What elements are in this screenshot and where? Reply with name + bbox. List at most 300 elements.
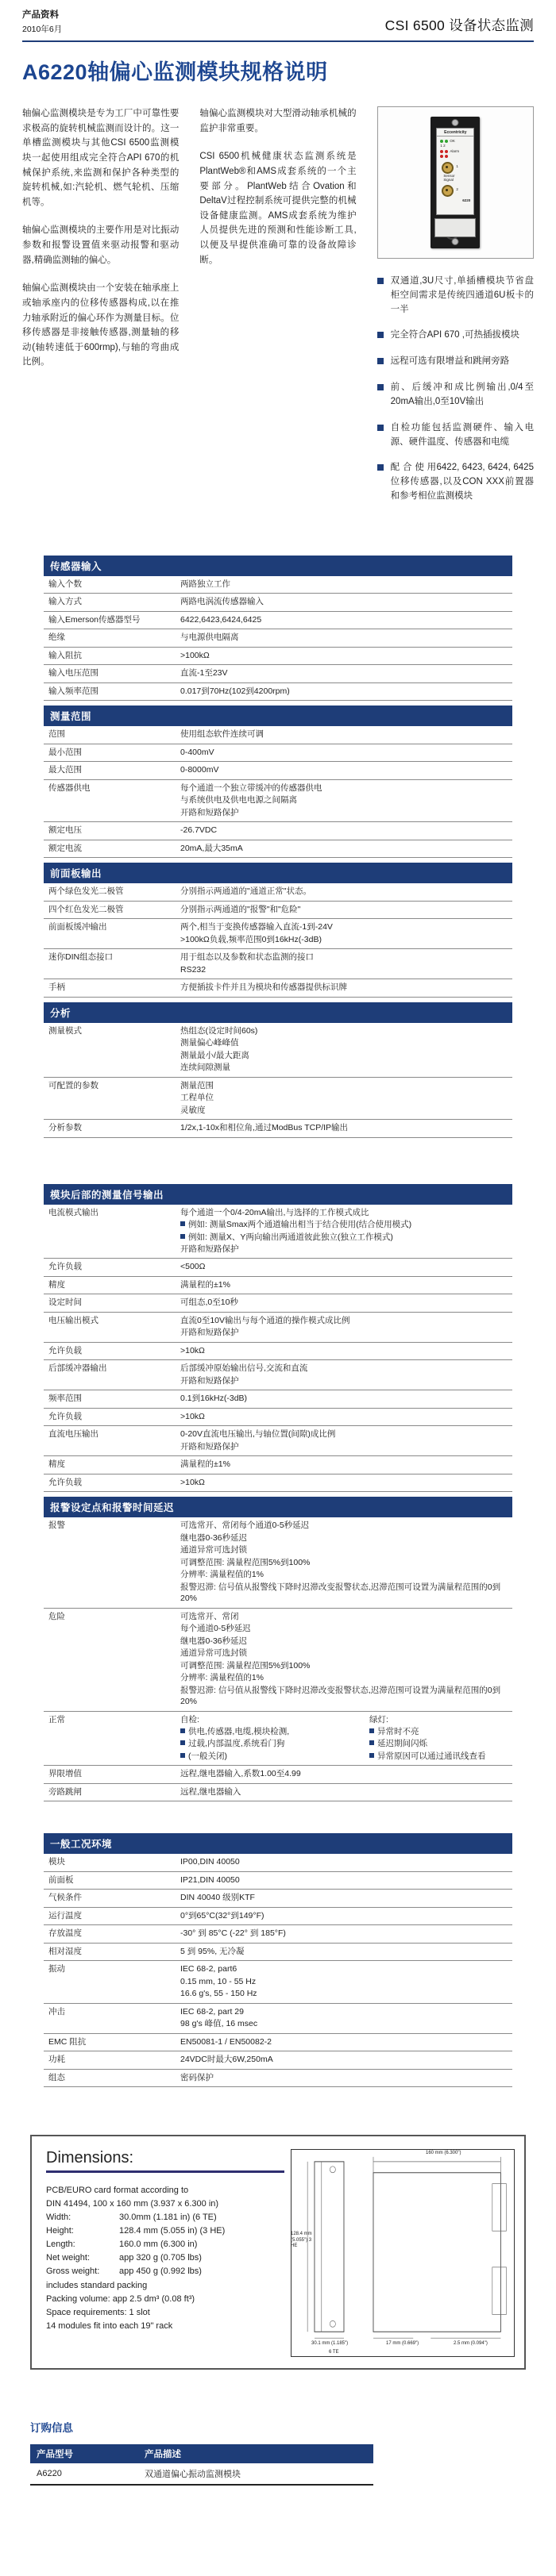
spec-label: 运行温度 xyxy=(48,1910,82,1920)
intro-column-3 xyxy=(377,106,534,516)
spec-value xyxy=(180,982,512,994)
spec-value-line: 开路和短路保护 xyxy=(180,807,239,817)
spec-value-line: 满量程的±1% xyxy=(180,1459,230,1470)
spec-label: 最大范围 xyxy=(48,765,82,775)
sensor-word: Sensor xyxy=(443,173,455,178)
spec-label: 输入个数 xyxy=(48,579,82,589)
spec-row xyxy=(44,1961,512,2003)
spec-section xyxy=(44,556,512,701)
spec-value-line: 每个通道一个0/4-20mA输出,与选择的工作模式成比 xyxy=(180,1207,369,1217)
spec-row xyxy=(44,762,512,779)
intro-section xyxy=(22,106,534,551)
spec-section xyxy=(44,1833,512,2087)
dimensions-text-line: Space requirements: 1 slot xyxy=(46,2307,150,2317)
feature-item: 完全符合API 670 ,可热插拔模块 xyxy=(377,329,534,343)
section-header-bar: 传感器输入 xyxy=(44,556,512,576)
spec-value-line: 6422,6423,6424,6425 xyxy=(180,614,262,625)
spec-value-line: 异常时不亮 xyxy=(369,1726,512,1737)
section-header-bar: 分析 xyxy=(44,1002,512,1023)
dimensions-text-line xyxy=(46,2251,284,2265)
ordering-cell: A6220 xyxy=(30,2463,138,2485)
dimension-label: Net weight: xyxy=(46,2253,91,2263)
spec-value xyxy=(180,1315,512,1340)
spec-label: 传感器供电 xyxy=(48,782,91,793)
spec-value xyxy=(180,1207,512,1256)
bullet-square-icon xyxy=(377,358,384,364)
page-title: A6220轴偏心监测模块规格说明 xyxy=(22,60,328,84)
spec-value-line: 使用组态软件连续可调 xyxy=(180,729,264,740)
spec-value xyxy=(180,1297,512,1309)
spec-value-line: 可组态,0至10秒 xyxy=(180,1298,238,1308)
spec-value-line: 分辨率: 满量程值的1% xyxy=(180,1570,264,1580)
spec-value-line: >100kΩ负载,频率范围0到16kHz(-3dB) xyxy=(180,934,322,944)
ordering-cell: 双通道偏心振动监测模块 xyxy=(138,2463,373,2485)
bullet-square-icon xyxy=(180,1221,185,1226)
alarm-led-icon xyxy=(445,150,448,153)
dimension-value: 128.4 mm (5.055 in) (3 HE) xyxy=(119,2226,226,2236)
spec-value-line: 报警迟滞: 信号值从报警线下降时迟滞改变报警状态,迟滞范围可设置为满量程范围的0到20% xyxy=(180,1582,501,1604)
alarm-led-icon xyxy=(440,155,443,158)
spec-value-line: 分辨率: 满量程值的1% xyxy=(180,1673,264,1683)
spec-value xyxy=(180,1928,512,1940)
spec-label: 迷你DIN组态接口 xyxy=(48,952,114,963)
alarm-led-icon xyxy=(445,155,448,158)
spec-value-line: 可调整范围: 满量程范围5%到100% xyxy=(180,1557,311,1567)
spec-value-line: 直流-1至23V xyxy=(180,668,228,679)
spec-row xyxy=(44,1474,512,1492)
module-type-label: Eccentricity xyxy=(437,130,473,136)
spec-row xyxy=(44,1890,512,1907)
spec-row xyxy=(44,629,512,647)
dimensions-text-line: Packing volume: app 2.5 dm³ (0.08 ft³) xyxy=(46,2293,195,2304)
dimensions-text-line: PCB/EURO card format according to xyxy=(46,2186,189,2196)
spec-row xyxy=(44,883,512,901)
screw-icon xyxy=(452,238,459,245)
feature-item: 配 合 使 用6422, 6423, 6424, 6425位移传感器,以及CON XXX前置器和参考相位监测模块 xyxy=(377,461,534,503)
spec-value xyxy=(180,1910,512,1922)
spec-value xyxy=(180,843,512,855)
spec-row xyxy=(44,665,512,682)
spec-label: 额定电压 xyxy=(48,825,82,836)
dim-label-height: 128.4 mm (5.055") 3 HE xyxy=(291,2232,312,2249)
spec-value-line: EN50081-1 / EN50082-2 xyxy=(180,2036,272,2047)
spec-value xyxy=(180,1520,512,1605)
ordering-column-header: 产品描述 xyxy=(138,2444,373,2463)
spec-row xyxy=(44,1944,512,1961)
spec-row xyxy=(44,2034,512,2051)
bnc-connector-icon xyxy=(442,162,454,174)
spec-label: 精度 xyxy=(48,1279,65,1290)
spec-label: 前面板缓冲输出 xyxy=(48,922,107,932)
spec-row xyxy=(44,1766,512,1783)
spec-row xyxy=(44,1078,512,1120)
spec-value-column xyxy=(369,1714,512,1763)
section-header-bar: 前面板输出 xyxy=(44,863,512,883)
module-photo-frame xyxy=(377,106,534,259)
spec-value-line: (一般关闭) xyxy=(180,1751,369,1762)
intro-column-2 xyxy=(199,106,356,281)
spec-value xyxy=(180,1025,512,1075)
feature-item: 自检功能包括监测硬件、输入电源、硬件温度、传感器和电缆 xyxy=(377,421,534,450)
spec-value xyxy=(180,1080,512,1117)
spec-value xyxy=(180,1892,512,1904)
spec-value xyxy=(180,686,512,698)
spec-value-line: DIN 40040 级别KTF xyxy=(180,1893,255,1903)
spec-row xyxy=(44,1390,512,1408)
spec-row xyxy=(44,902,512,919)
ok-led-icon xyxy=(445,140,448,143)
spec-value xyxy=(180,1122,512,1134)
spec-value-line: 两个,相当于变换传感器输入直流-1到-24V xyxy=(180,922,333,932)
spec-label: 电压输出模式 xyxy=(48,1315,98,1325)
spec-row xyxy=(44,648,512,665)
feature-bullet-list xyxy=(377,275,534,504)
dim-label-te: 6 TE xyxy=(329,2350,339,2355)
intro-paragraph: 轴偏心监测模块对大型滑动轴承机械的监护非常重要。 xyxy=(199,109,357,133)
spec-row xyxy=(44,1023,512,1078)
spec-value-line: 继电器0-36秒延迟 xyxy=(180,1636,248,1646)
spec-value-line: 过载,内部温度,系统看门狗 xyxy=(180,1738,369,1749)
header-left xyxy=(22,8,62,35)
spec-label: 输入Emerson传感器型号 xyxy=(48,614,141,625)
spec-row xyxy=(44,1517,512,1608)
spec-value-line: 分别指示两通道的"通道正常"状态。 xyxy=(180,886,311,897)
spec-value xyxy=(180,1411,512,1423)
bullet-square-icon xyxy=(180,1753,185,1758)
module-label-panel xyxy=(436,128,474,215)
spec-value-line: 用于组态以及参数和状态监测的接口 xyxy=(180,952,314,963)
feature-item: 远程可选有限增益和跳闸旁路 xyxy=(377,355,534,369)
bnc-connector-icon xyxy=(442,185,454,197)
module-front-panel xyxy=(431,117,480,248)
spec-value xyxy=(180,614,512,626)
spec-label: 振动 xyxy=(48,1964,65,1974)
ordering-row xyxy=(30,2463,373,2485)
ordering-table xyxy=(30,2444,373,2486)
spec-value xyxy=(180,650,512,662)
spec-value-line: 可选常开、常闭每个通道0-5秒延迟 xyxy=(180,1521,310,1531)
ordering-body xyxy=(30,2463,373,2485)
spec-value-line: 每个通道一个独立带缓冲的传感器供电 xyxy=(180,782,322,793)
spec-label: 气候条件 xyxy=(48,1893,82,1903)
spec-value-line: 远程,继电器输入 xyxy=(180,1786,241,1797)
spec-value xyxy=(180,2072,512,2084)
spec-row xyxy=(44,726,512,744)
spec-row xyxy=(44,2051,512,2069)
spec-value-line: 方便插拔卡件并且为模块和传感器提供标识牌 xyxy=(180,982,347,993)
spec-row xyxy=(44,1409,512,1426)
spec-row xyxy=(44,949,512,979)
spec-value xyxy=(180,747,512,759)
spec-value-line: 灵敏度 xyxy=(180,1105,206,1115)
spec-value-line: 24VDC时最大6W,250mA xyxy=(180,2055,273,2065)
bullet-square-icon xyxy=(180,1740,185,1745)
spec-value-line: 两路电涡流传感器输入 xyxy=(180,597,264,607)
spec-label: 范围 xyxy=(48,729,65,740)
spec-value xyxy=(180,1856,512,1868)
bullet-square-icon xyxy=(369,1728,374,1733)
spec-row xyxy=(44,1360,512,1390)
intro-paragraph: CSI 6500机械健康状态监测系统是PlantWeb®和AMS成套系统的一个主要部分。PlantWeb结合Ovation和DeltaV过程控制系统可提供完整的机械设备健康监测。AMS成套系统为维护人员提供先进的预测和性能诊断工具,以便及早提供准确可靠的设备故障诊断。 xyxy=(199,152,357,265)
spec-value xyxy=(180,1428,512,1453)
spec-value-line: IP00,DIN 40050 xyxy=(180,1857,240,1867)
spec-row xyxy=(44,1784,512,1801)
bullet-square-icon xyxy=(369,1753,374,1758)
spec-label: 两个绿色发光二极管 xyxy=(48,886,124,897)
spec-row xyxy=(44,1205,512,1259)
spec-row xyxy=(44,822,512,840)
ordering-column-header: 产品型号 xyxy=(30,2444,138,2463)
dimensions-text xyxy=(46,2149,284,2357)
dimensions-text-line xyxy=(46,2224,284,2238)
spec-value-line: 异常原因可以通过通讯线查看 xyxy=(369,1751,512,1762)
spec-value-line: 报警迟滞: 信号值从报警线下降时迟滞改变报警状态,迟滞范围可设置为满量程范围的0到20% xyxy=(180,1685,501,1707)
spec-value-line: RS232 xyxy=(180,964,207,975)
spec-value-line: -26.7VDC xyxy=(180,825,218,836)
spec-label: 相对湿度 xyxy=(48,1946,82,1956)
spec-label: 绝缘 xyxy=(48,632,65,643)
spec-row xyxy=(44,1277,512,1294)
spec-value xyxy=(180,2006,512,2031)
spec-row xyxy=(44,2004,512,2034)
spec-label: 手柄 xyxy=(48,982,65,993)
spec-value-line: 供电,传感器,电缆,模块检测, xyxy=(180,1726,369,1737)
dimension-value: 30.0mm (1.181 in) (6 TE) xyxy=(119,2213,217,2223)
spec-value xyxy=(180,1279,512,1291)
spec-value xyxy=(180,1768,512,1780)
spec-value-column xyxy=(180,1714,369,1763)
spec-value-line: 延迟期间闪烁 xyxy=(369,1738,512,1749)
drawing-border xyxy=(291,2149,515,2357)
dimension-label: Length: xyxy=(46,2240,75,2250)
spec-value-line: 密码保护 xyxy=(180,2072,214,2082)
spec-value-line: 0.15 mm, 10 - 55 Hz xyxy=(180,1976,257,1986)
spec-label: 功耗 xyxy=(48,2055,65,2065)
spec-section xyxy=(44,706,512,858)
channel-numbers: 1 2 xyxy=(440,144,446,148)
spec-value xyxy=(180,1363,512,1387)
doc-date: 2010年6月 xyxy=(22,25,63,34)
spec-value-line: 16.6 g's, 55 - 150 Hz xyxy=(180,1989,257,1999)
spec-label: 分析参数 xyxy=(48,1123,82,1133)
spec-value-line: 热组态(设定时间60s) xyxy=(180,1025,258,1036)
spec-label: 允许负载 xyxy=(48,1477,82,1487)
spec-value-line: >100kΩ xyxy=(180,650,210,660)
spec-value-line: 与电源供电隔离 xyxy=(180,632,239,643)
spec-row xyxy=(44,1854,512,1871)
spec-value xyxy=(180,764,512,776)
spec-row xyxy=(44,683,512,701)
dim-label-17mm: 17 mm (0.669") xyxy=(386,2341,419,2347)
spec-value-line: 可调整范围: 满量程范围5%到100% xyxy=(180,1660,311,1671)
ordering-section xyxy=(30,2419,526,2486)
spec-value-line: IEC 68-2, part6 xyxy=(180,1964,237,1974)
spec-row xyxy=(44,1426,512,1456)
spec-value-line: >10kΩ xyxy=(180,1411,205,1421)
spec-value xyxy=(180,1459,512,1471)
spec-value-line: 测量范围 xyxy=(180,1080,214,1090)
spec-row xyxy=(44,1872,512,1890)
bullet-square-icon xyxy=(369,1740,374,1745)
spec-value xyxy=(180,1345,512,1357)
spec-value xyxy=(180,1611,512,1709)
ok-label: OK xyxy=(450,139,455,143)
spec-label: 允许负载 xyxy=(48,1262,82,1272)
spec-row xyxy=(44,1120,512,1137)
spec-value-line: 与系统供电及供电电源之间隔离 xyxy=(180,795,297,805)
spec-value-line: IP21,DIN 40050 xyxy=(180,1874,240,1885)
page-header xyxy=(22,8,534,35)
spec-value-line: 20mA,最大35mA xyxy=(180,843,243,853)
section-header-bar: 测量范围 xyxy=(44,706,512,726)
spec-row xyxy=(44,1343,512,1360)
spec-row xyxy=(44,1456,512,1474)
dim-label-length: 160 mm (6.300") xyxy=(426,2151,461,2156)
dimensions-lines xyxy=(46,2184,284,2333)
spec-value-line: 直流0至10V输出与每个通道的操作模式成比例 xyxy=(180,1315,350,1325)
status-leds xyxy=(440,139,473,159)
spec-value-line: -30° 到 85°C (-22° 到 185°F) xyxy=(180,1928,286,1939)
spec-value-line: 98 g's 峰值, 16 msec xyxy=(180,2019,258,2029)
screw-icon xyxy=(452,119,459,126)
ordering-heading: 订购信息 xyxy=(30,2422,73,2435)
spec-label: 允许负载 xyxy=(48,1345,82,1355)
spec-value xyxy=(180,904,512,916)
sensor-connector-2-row xyxy=(437,182,473,197)
dim-label-2-5mm: 2.5 mm (0.094") xyxy=(454,2341,488,2347)
spec-value-line: >10kΩ xyxy=(180,1345,205,1355)
spec-label: 输入阻抗 xyxy=(48,650,82,660)
spec-row xyxy=(44,1712,512,1767)
dimension-value: app 450 g (0.992 lbs) xyxy=(119,2266,202,2277)
spec-row xyxy=(44,744,512,762)
dimensions-text-line: 14 modules fit into each 19" rack xyxy=(46,2320,173,2331)
spec-tables xyxy=(44,556,512,2087)
spec-value-line: 0°到65°C(32°到149°F) xyxy=(180,1910,264,1920)
sensor-signal-label xyxy=(443,174,473,182)
product-line-title: CSI 6500 设备状态监测 xyxy=(384,17,534,33)
feature-item: 前、后缓冲和成比例输出,0/4至20mA输出,0至10V输出 xyxy=(377,381,534,409)
spec-value xyxy=(180,1946,512,1958)
spec-row xyxy=(44,1908,512,1925)
spec-value-line: 5 到 95%, 无冷凝 xyxy=(180,1946,245,1956)
spec-value-line: 继电器0-36秒延迟 xyxy=(180,1532,248,1543)
spec-value-line: <500Ω xyxy=(180,1262,206,1272)
section-header-bar: 报警设定点和报警时间延迟 xyxy=(44,1497,512,1517)
spec-label: 输入频率范围 xyxy=(48,686,98,696)
spec-value xyxy=(180,1963,512,2000)
spec-value-line: 0-20V直流电压输出,与轴位置(间隙)成比例 xyxy=(180,1429,336,1440)
spec-value-line: 开路和短路保护 xyxy=(180,1244,239,1254)
spec-value-line: 开路和短路保护 xyxy=(180,1328,239,1338)
doc-type-label: 产品资料 xyxy=(22,10,59,20)
spec-row xyxy=(44,840,512,858)
spec-label: 直流电压输出 xyxy=(48,1429,98,1440)
spec-value-line: 通道异常可选封锁 xyxy=(180,1648,247,1659)
spec-row xyxy=(44,780,512,822)
spec-label: 电流模式输出 xyxy=(48,1207,98,1217)
spec-label: 模块 xyxy=(48,1857,65,1867)
spec-row xyxy=(44,979,512,997)
spec-value-line: 远程,继电器输入,系数1.00至4.99 xyxy=(180,1769,301,1779)
spec-row xyxy=(44,919,512,949)
signal-word: Signal xyxy=(443,177,454,182)
spec-value-line: 例如: 测量Smax两个通道输出相当于结合使用(结合使用模式) xyxy=(180,1219,512,1230)
dimensions-drawing xyxy=(291,2149,515,2357)
spec-value-line: 分别指示两通道的"报警"和"危险" xyxy=(180,904,301,914)
spec-section xyxy=(44,1184,512,1493)
spec-label: 报警 xyxy=(48,1521,65,1531)
spec-value xyxy=(180,921,512,946)
spec-label: 最小范围 xyxy=(48,747,82,757)
spec-value xyxy=(180,1714,512,1763)
spec-value-line: IEC 68-2, part 29 xyxy=(180,2006,244,2017)
spec-value xyxy=(180,886,512,898)
sensor-connector-1-row xyxy=(437,159,473,174)
bullet-square-icon xyxy=(377,464,384,471)
spec-row xyxy=(44,1925,512,1943)
spec-value xyxy=(180,1786,512,1798)
intro-column-1 xyxy=(22,106,179,383)
spec-value xyxy=(180,579,512,590)
dimensions-text-line xyxy=(46,2265,284,2278)
dim-label-width: 30.1 mm (1.185") xyxy=(311,2341,349,2347)
spec-value-line: 开路和短路保护 xyxy=(180,1375,239,1386)
spec-section xyxy=(44,1002,512,1138)
intro-paragraph: 轴偏心监测模块由一个安装在轴承座上或轴承座内的位移传感器构成,以在推力轴承附近的偏心环作为测量目标。位移传感器是非接触传感器,测量轴的移动(轴转速低于600rmp),与轴的弯曲成比例。 xyxy=(22,283,180,367)
dimensions-text-line xyxy=(46,2238,284,2251)
spec-value xyxy=(180,729,512,740)
bullet-square-icon xyxy=(180,1728,185,1733)
bullet-square-icon xyxy=(377,425,384,431)
spec-value-line: 自检: xyxy=(180,1714,199,1724)
spec-row xyxy=(44,2070,512,2087)
dimension-value: app 320 g (0.705 lbs) xyxy=(119,2253,202,2263)
spec-row xyxy=(44,594,512,611)
spec-section xyxy=(44,863,512,997)
alarm-led-icon xyxy=(440,150,443,153)
spec-value xyxy=(180,825,512,836)
section-header-bar: 一般工况环境 xyxy=(44,1833,512,1854)
spec-label: 可配置的参数 xyxy=(48,1080,98,1090)
spec-label: 冲击 xyxy=(48,2006,65,2017)
spec-value-line: 通道异常可选封锁 xyxy=(180,1545,247,1555)
ordering-header-row xyxy=(30,2444,373,2463)
dimension-value: 160.0 mm (6.300 in) xyxy=(119,2240,198,2250)
spec-value-line: 0.1到16kHz(-3dB) xyxy=(180,1394,248,1404)
spec-label: 四个红色发光二极管 xyxy=(48,904,124,914)
spec-label: 存放温度 xyxy=(48,1928,82,1939)
spec-row xyxy=(44,1313,512,1343)
spec-label: 允许负载 xyxy=(48,1411,82,1421)
intro-paragraph: 轴偏心监测模块是专为工厂中可靠性要求极高的旋转机械监测而设计的。这一单槽监测模块与其他CSI 6500监测模块一起使用组成完全符合API 670的机械保护系统,来监测和保护各种类型的旋转机械,如:汽轮机、燃气轮机、压缩机等。 xyxy=(22,109,180,207)
spec-value-line: 开路和短路保护 xyxy=(180,1441,239,1451)
spec-label: 组态 xyxy=(48,2072,65,2082)
spec-label: 旁路跳闸 xyxy=(48,1786,82,1797)
spec-value xyxy=(180,782,512,819)
spec-value xyxy=(180,596,512,608)
spec-value xyxy=(180,2054,512,2066)
spec-value xyxy=(180,1261,512,1273)
spec-value xyxy=(180,952,512,976)
spec-label: 额定电流 xyxy=(48,843,82,853)
spec-label: 精度 xyxy=(48,1459,65,1470)
header-rule xyxy=(22,40,534,42)
spec-label: 输入方式 xyxy=(48,597,82,607)
spec-label: 设定时间 xyxy=(48,1298,82,1308)
spec-value-line: 测量偏心峰峰值 xyxy=(180,1038,239,1048)
spec-value-line: 0-400mV xyxy=(180,747,214,757)
